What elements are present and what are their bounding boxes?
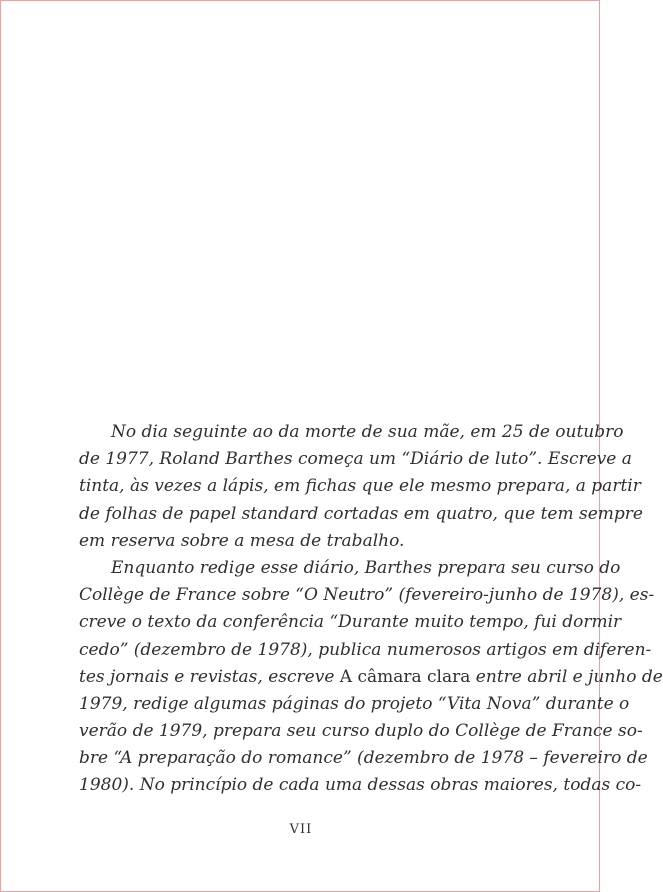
body-text [79,419,663,800]
book-title-upright: A câmara clara [339,666,471,687]
page-number: VII [289,822,313,837]
paragraph-2-line-6: 1979, redige algumas páginas do projeto “Vita Nova” durante o [79,693,630,714]
paragraph-1-line-2: de 1977, Roland Barthes começa um “Diário de luto”. Escreve a [79,449,632,470]
line-5-text-before-title: tes jornais e revistas, escreve [79,666,340,687]
paragraph-1-line-4: de folhas de papel standard cortadas em quatro, que tem sempre [79,503,643,524]
paragraph-2-line-8: bre “A preparação do romance” (dezembro de 1978 – fevereiro de [79,748,648,769]
paragraph-1-line-5: em reserva sobre a mesa de trabalho. [79,530,405,551]
paragraph-2-line-9: 1980). No princípio de cada uma dessas obras maiores, todas co- [79,775,642,796]
paragraph-1-line-3: tinta, às vezes a lápis, em fichas que ele mesmo prepara, a partir [79,476,641,497]
paragraph-2-line-2: Collège de France sobre “O Neutro” (fevereiro-junho de 1978), es- [79,585,655,606]
paragraph-2-line-3: creve o texto da conferência “Durante muito tempo, fui dormir [79,612,622,633]
line-5-text-after-title: entre abril e junho de [470,666,663,687]
paragraph-2-line-5 [79,664,663,691]
paragraph-2-line-4: cedo” (dezembro de 1978), publica numerosos artigos em diferen- [79,639,652,660]
paragraph-2-line-7: verão de 1979, prepara seu curso duplo do Collège de France so- [79,721,643,742]
paragraph-2-line-1: Enquanto redige esse diário, Barthes prepara seu curso do [111,557,621,578]
paragraph-1-line-1: No dia seguinte ao da morte de sua mãe, em 25 de outubro [111,422,624,442]
